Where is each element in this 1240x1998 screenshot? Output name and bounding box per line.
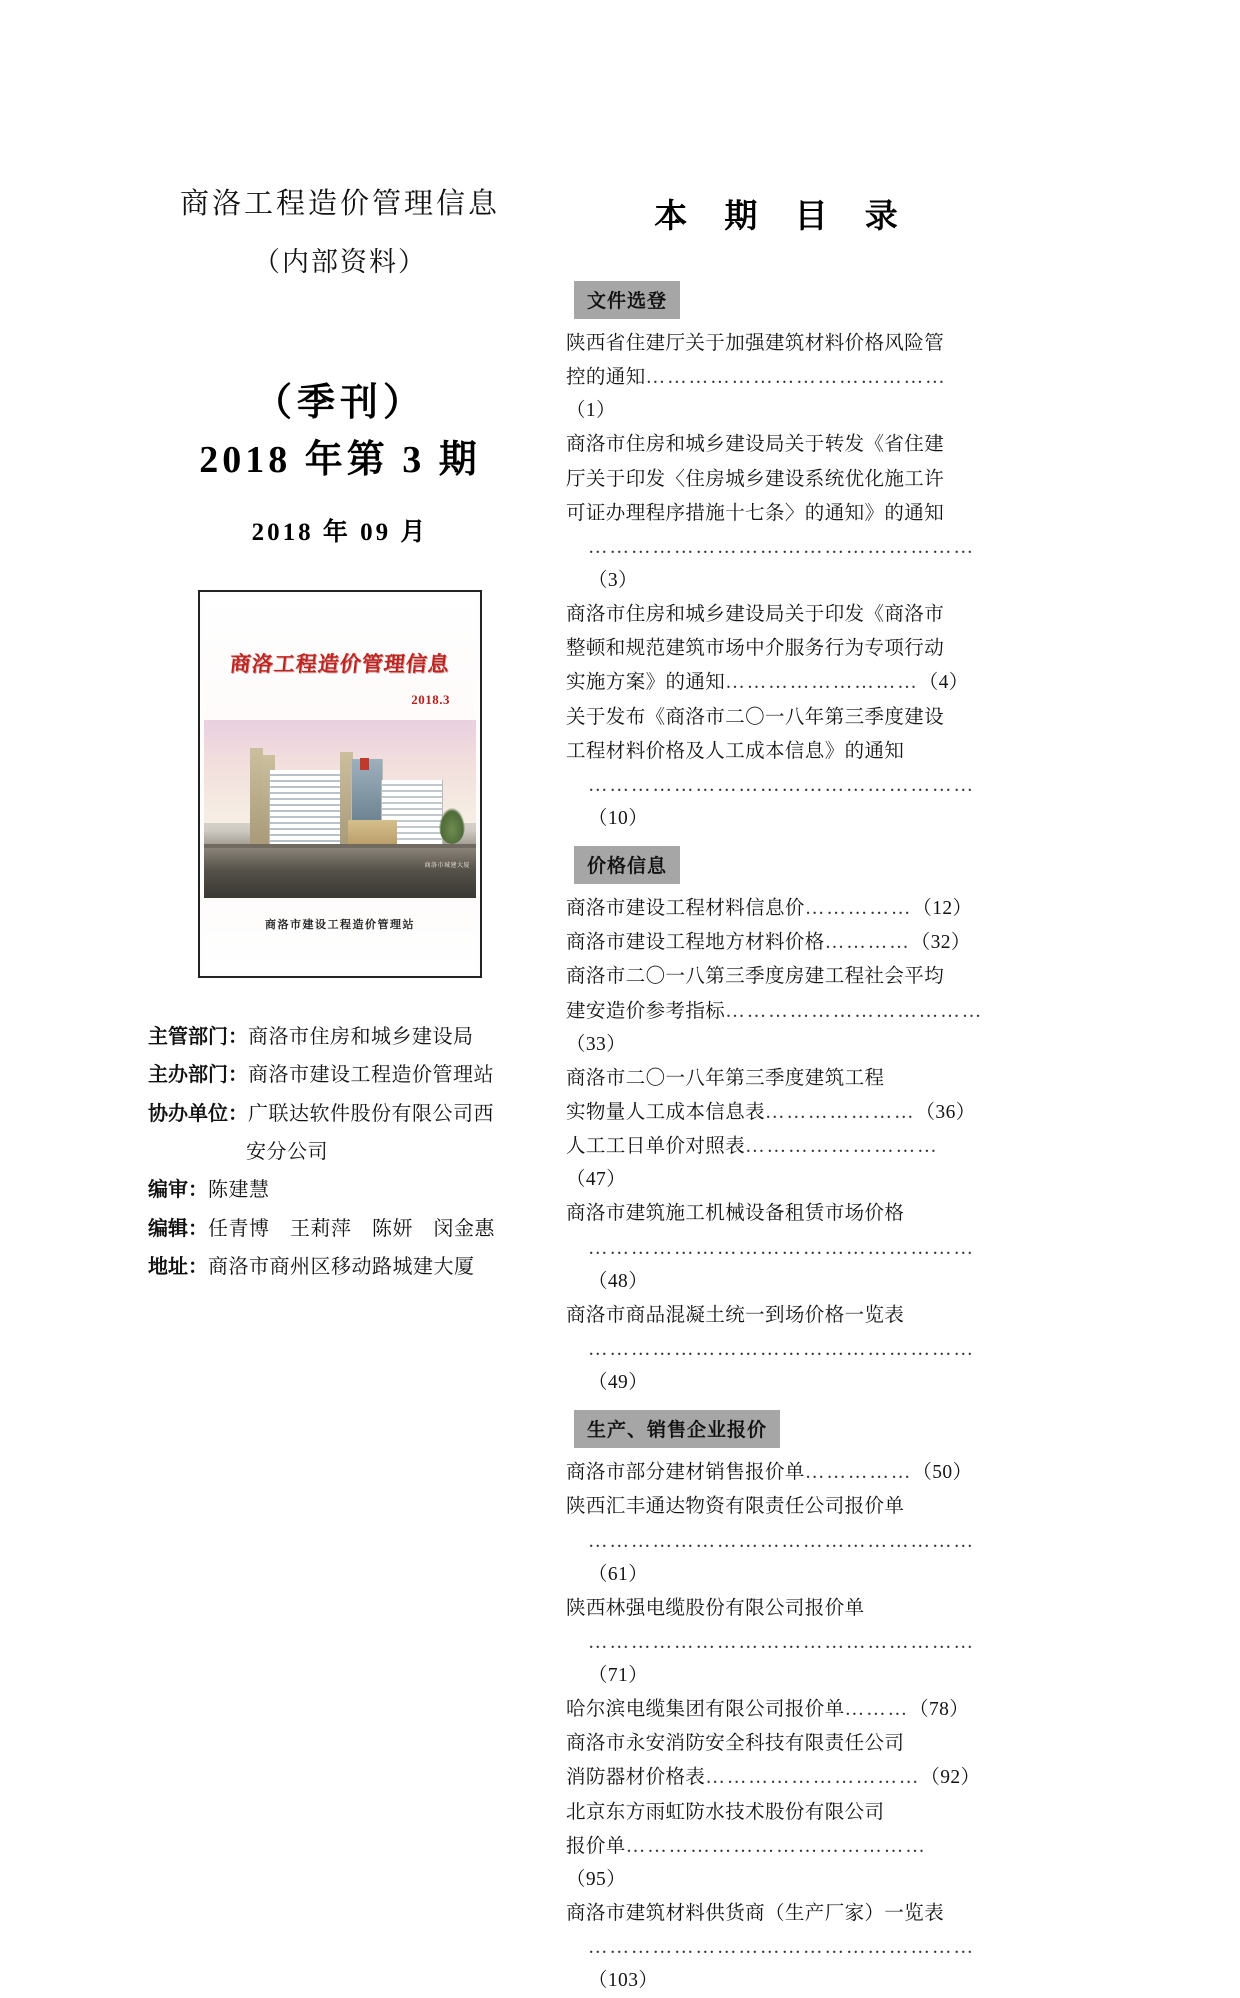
- toc-entry-line: 陕西汇丰通达物资有限责任公司报价单: [566, 1496, 905, 1518]
- toc-page-number: （92）: [920, 1767, 981, 1789]
- toc-entry-line: 商洛市建筑施工机械设备租赁市场价格: [566, 1203, 905, 1225]
- toc-entry-line: 商洛市住房和城乡建设局关于印发《商洛市: [566, 604, 945, 626]
- credits-block: [130, 1018, 550, 1287]
- toc-leader-dots: ………………………………………………: [588, 1631, 975, 1653]
- credit-value: 商洛市商州区移动路城建大厦: [208, 1256, 475, 1279]
- toc-leader-dots: ………………………: [745, 1136, 939, 1158]
- toc-page-number: （3）: [588, 569, 638, 591]
- toc-page-number: （10）: [588, 807, 649, 829]
- cover-title-text: 商洛工程造价管理信息: [228, 651, 452, 676]
- toc-page-number: （1）: [566, 400, 616, 422]
- credit-value: 商洛市住房和城乡建设局: [248, 1025, 474, 1048]
- toc-section-list: [566, 1456, 986, 1997]
- toc-entry-line: 厅关于印发〈住房城乡建设系统优化施工许: [566, 468, 945, 490]
- toc-page-number: （32）: [910, 932, 971, 954]
- toc-entry-title: 哈尔滨电缆集团有限公司报价单: [566, 1699, 845, 1721]
- toc-entry[interactable]: [566, 892, 986, 925]
- toc-leader-dots: …………………: [765, 1101, 916, 1123]
- toc-section-badge: 价格信息: [574, 846, 680, 884]
- toc-entry-tail: [566, 1626, 986, 1692]
- toc-entry[interactable]: [566, 1456, 986, 1489]
- toc-entry-tail: [566, 995, 986, 1061]
- toc-entry[interactable]: [566, 1299, 986, 1399]
- toc-entry[interactable]: [566, 1796, 986, 1896]
- toc-leader-dots: ………: [844, 1699, 910, 1721]
- toc-entry-tail: [566, 1525, 986, 1591]
- toc-section-list: [566, 327, 986, 835]
- cover-footer-text: 商洛市建设工程造价管理站: [265, 918, 415, 931]
- toc-entry-tail: [566, 1456, 986, 1489]
- issue-number: 2018 年第 3 期: [199, 438, 481, 481]
- toc-entry-line: 北京东方雨虹防水技术股份有限公司: [566, 1801, 885, 1823]
- toc-page-number: （12）: [912, 898, 973, 920]
- toc-entry-title: 实施方案》的通知: [566, 672, 726, 694]
- toc-entry[interactable]: [566, 1490, 986, 1590]
- photo-flag: [360, 758, 369, 770]
- toc-section-badge: 生产、销售企业报价: [574, 1410, 780, 1448]
- toc-entry-line: 商洛市商品混凝土统一到场价格一览表: [566, 1304, 905, 1326]
- toc-entry-tail: [566, 1830, 986, 1896]
- credit-value: 商洛市建设工程造价管理站: [248, 1064, 494, 1087]
- toc-leader-dots: ………………………………………………: [588, 1338, 975, 1360]
- photo-ground: [204, 848, 476, 898]
- toc-entry[interactable]: [566, 701, 986, 836]
- credit-label: 主办部门：: [148, 1064, 248, 1087]
- toc-page-number: （50）: [912, 1462, 973, 1484]
- toc-entry-tail: [566, 1333, 986, 1399]
- credit-label: 地址：: [148, 1256, 208, 1279]
- toc-entry-line: 商洛市建筑材料供货商（生产厂家）一览表: [566, 1903, 945, 1925]
- toc-entry-tail: [566, 1693, 986, 1726]
- toc-entry[interactable]: [566, 1062, 986, 1129]
- toc-entry-tail: [566, 666, 986, 699]
- toc-page-number: （49）: [588, 1372, 649, 1394]
- table-of-contents-column: [566, 190, 986, 1998]
- cover-building-photo: [204, 720, 476, 898]
- toc-entry-line: 商洛市住房和城乡建设局关于转发《省住建: [566, 434, 945, 456]
- toc-entry-title: 商洛市建设工程地方材料价格: [566, 932, 825, 954]
- toc-leader-dots: …………………………: [705, 1767, 921, 1789]
- credit-value: 陈建慧: [208, 1179, 270, 1202]
- credit-row: [148, 1171, 550, 1209]
- toc-entry[interactable]: [566, 1592, 986, 1692]
- toc-entry-title: 商洛市建设工程材料信息价: [566, 898, 805, 920]
- toc-entry[interactable]: [566, 428, 986, 597]
- toc-entry-line: 工程材料价格及人工成本信息》的通知: [566, 740, 905, 762]
- toc-leader-dots: ………………………………………………: [588, 536, 975, 558]
- toc-entry-title: 商洛市部分建材销售报价单: [566, 1462, 805, 1484]
- toc-section-badge: 文件选登: [574, 281, 680, 319]
- toc-entry[interactable]: [566, 1727, 986, 1794]
- toc-body: [566, 271, 986, 1997]
- toc-leader-dots: ……………………………………: [625, 1835, 927, 1857]
- toc-leader-dots: ………………………………………………: [588, 1937, 975, 1959]
- toc-heading: 本 期 目 录: [654, 197, 912, 234]
- toc-entry[interactable]: [566, 598, 986, 699]
- toc-entry[interactable]: [566, 327, 986, 427]
- toc-leader-dots: ……………………………………: [645, 367, 947, 389]
- credit-row: [148, 1018, 550, 1056]
- toc-page-number: （33）: [566, 1033, 627, 1055]
- toc-leader-dots: ……………: [804, 898, 913, 920]
- toc-entry-tail: [566, 531, 986, 597]
- credit-row: [148, 1248, 550, 1286]
- toc-entry-tail: [566, 1096, 986, 1129]
- toc-entry-tail: [566, 769, 986, 835]
- credit-value: 任青博 王莉萍 陈妍 闵金惠: [208, 1217, 495, 1240]
- photo-caption: 商洛市城建大厦: [424, 863, 470, 870]
- toc-entry-tail: [566, 1761, 986, 1794]
- toc-entry-line: 关于发布《商洛市二〇一八年第三季度建设: [566, 706, 945, 728]
- publication-subtitle: （内部资料）: [253, 247, 427, 278]
- credit-label: 主管部门：: [148, 1025, 248, 1048]
- toc-entry-title: 实物量人工成本信息表: [566, 1101, 766, 1123]
- toc-entry-line: 商洛市二〇一八年第三季度建筑工程: [566, 1067, 885, 1089]
- toc-entry-tail: [566, 1232, 986, 1298]
- credit-label: 编辑：: [148, 1217, 208, 1240]
- issue-date: 2018 年 09 月: [251, 518, 429, 546]
- toc-page-number: （78）: [909, 1699, 970, 1721]
- toc-entry[interactable]: [566, 1197, 986, 1297]
- toc-entry[interactable]: [566, 1693, 986, 1726]
- cover-thumbnail: [198, 590, 482, 978]
- toc-entry-title: 人工工日单价对照表: [566, 1136, 746, 1158]
- toc-page-number: （36）: [915, 1101, 976, 1123]
- toc-page-number: （47）: [566, 1169, 627, 1191]
- credit-label: 编审：: [148, 1179, 208, 1202]
- toc-page-number: （103）: [588, 1970, 659, 1992]
- toc-leader-dots: ………………………: [725, 672, 919, 694]
- toc-entry[interactable]: [566, 960, 986, 1060]
- toc-entry-tail: [566, 361, 986, 427]
- toc-leader-dots: ………………………………: [725, 1000, 984, 1022]
- toc-entry-line: 可证办理程序措施十七条〉的通知》的通知: [566, 502, 945, 524]
- photo-tree: [439, 808, 465, 844]
- toc-entry[interactable]: [566, 926, 986, 959]
- issue-block: [130, 379, 550, 548]
- toc-leader-dots: ………………………………………………: [588, 1530, 975, 1552]
- toc-entry-line: 商洛市永安消防安全科技有限责任公司: [566, 1733, 905, 1755]
- credit-row: [148, 1095, 550, 1133]
- toc-leader-dots: ………………………………………………: [588, 1237, 975, 1259]
- toc-entry-line: 整顿和规范建筑市场中介服务行为专项行动: [566, 638, 945, 660]
- toc-page-number: （4）: [918, 672, 969, 694]
- cover-inner: [204, 596, 476, 972]
- toc-entry-tail: [566, 892, 986, 925]
- toc-entry-title: 控的通知: [566, 367, 646, 389]
- toc-entry[interactable]: [566, 1897, 986, 1997]
- toc-entry-line: 商洛市二〇一八第三季度房建工程社会平均: [566, 966, 945, 988]
- credit-value-continued: 安分公司: [246, 1141, 328, 1163]
- credit-value: 广联达软件股份有限公司西: [248, 1102, 494, 1125]
- photo-tower: [250, 748, 263, 848]
- publication-title: 商洛工程造价管理信息: [179, 188, 500, 220]
- toc-leader-dots: ……………: [804, 1462, 913, 1484]
- cover-issue-mark: 2018.3: [411, 691, 450, 707]
- publication-frequency: （季刊）: [253, 382, 426, 425]
- toc-leader-dots: ………………………………………………: [588, 774, 975, 796]
- credit-row: [148, 1210, 550, 1248]
- credit-label: 协办单位：: [148, 1102, 248, 1125]
- toc-page-number: （61）: [588, 1563, 649, 1585]
- toc-page-number: （95）: [566, 1868, 627, 1890]
- toc-entry-title: 建安造价参考指标: [566, 1000, 726, 1022]
- toc-entry-title: 报价单: [566, 1835, 626, 1857]
- masthead-column: [130, 185, 550, 1287]
- toc-leader-dots: …………: [824, 932, 911, 954]
- toc-entry-line: 陕西林强电缆股份有限公司报价单: [566, 1597, 865, 1619]
- toc-section-list: [566, 892, 986, 1399]
- toc-entry[interactable]: [566, 1130, 986, 1196]
- toc-entry-line: 陕西省住建厅关于加强建筑材料价格风险管: [566, 333, 945, 354]
- toc-entry-tail: [566, 926, 986, 959]
- toc-entry-tail: [566, 1931, 986, 1997]
- toc-entry-title: 消防器材价格表: [566, 1767, 706, 1789]
- toc-page-number: （48）: [588, 1270, 649, 1292]
- credit-row: [148, 1056, 550, 1094]
- toc-entry-tail: [566, 1130, 986, 1196]
- toc-page-number: （71）: [588, 1665, 649, 1687]
